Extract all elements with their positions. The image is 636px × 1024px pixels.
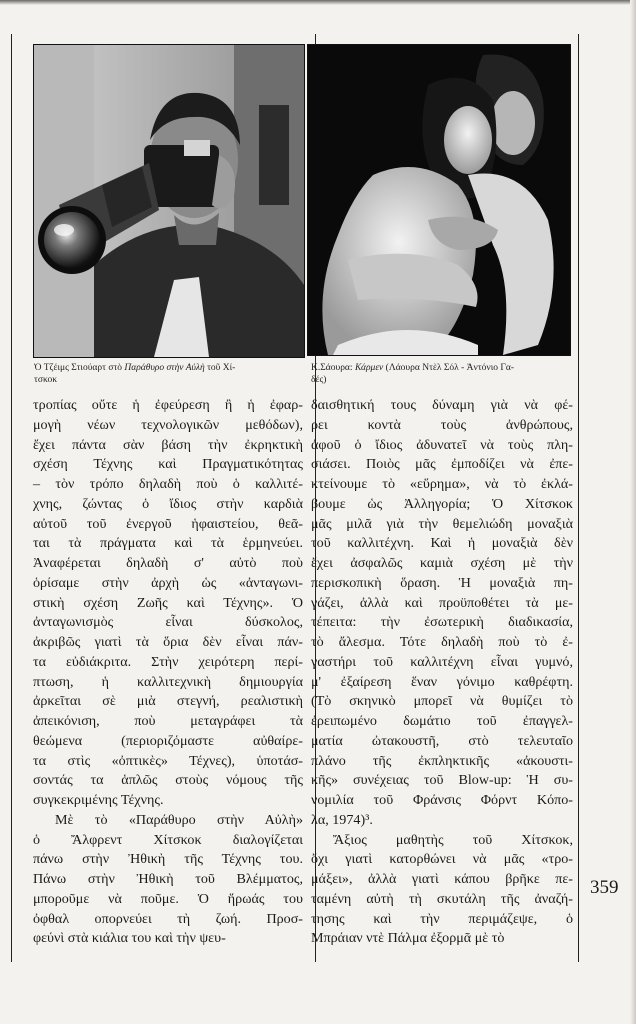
text-line: ἀπεικόνιση, ποὺ μεταγράφει τὰ (33, 713, 303, 729)
text-line: ὀφθαλ οπορνεύει τὴ ζωή. Προσ- (33, 910, 303, 927)
text-line: φεύνὶ στὰ κιάλια του καὶ τὴν ψευ- (33, 930, 226, 947)
text-line: ὁρίσαμε στὴν ἀρχὴ ὡς «ἀνταγωνι- (33, 574, 303, 591)
text-line: τα στὶς «ὀπτικὲς» Τέχνες), ὑποτάσ- (33, 752, 303, 769)
text-line: ταμένη αὐτὴ τὴ σκυτάλη τῆς ἀναζή- (311, 890, 573, 907)
text-line: βουμε ὡς Ἀλληγορία; Ὁ Χίτσκοκ (311, 495, 573, 512)
text-line: κτείνουμε τὸ «εὕρημα», νὰ τὸ ἐκλά- (311, 476, 573, 492)
text-line: πλάνο τῆς ἐκπληκτικῆς «ἀκουστι- (311, 752, 573, 769)
text-line: τησης καὶ τὴν περιμάζεψε, ὁ (311, 910, 573, 927)
text-line: μάξει», ἀλλὰ γιατὶ κάπου βρῆκε πε- (311, 871, 573, 887)
caption-text: τοῦ Χί- (204, 363, 236, 373)
right-photo-caption (311, 362, 573, 386)
embracing-couple-photo (307, 44, 571, 356)
text-line: ἀφοῦ ὁ ἴδιος ἀδυνατεῖ νὰ τοὺς πλη- (311, 436, 573, 453)
text-line: ἀκριβῶς γιατὶ τὰ ὅρια δὲν εἶναι πάν- (33, 634, 303, 650)
text-line: ματία ὠτακουστῆ, στὸ τελευταῖο (311, 732, 573, 749)
right-column-rule (578, 34, 579, 962)
text-line: τὸ ἄλεσμα. Τότε δηλαδὴ ποὺ τὸ ἐ- (311, 634, 573, 650)
text-line: περισκοπικὴ ὅραση. Ἡ μοναξιὰ πη- (311, 574, 573, 591)
text-line: ὄχι γιατὶ κατορθώνει νὰ μᾶς «τρο- (311, 851, 573, 868)
text-line: τροπίας οὔτε ἡ ἐφεύρεση ἢ ἡ ἐφαρ- (33, 397, 303, 413)
text-line: αὐτοῦ τοῦ ἐνεργοῦ ἡφαιστείου, θεᾶ- (33, 515, 303, 532)
caption-text: (Λάουρα Ντὲλ Σόλ - Ἀντόνιο Γα- (383, 363, 515, 373)
right-text-column (311, 396, 573, 949)
text-line: Μὲ τὸ «Παράθυρο στὴν Αὐλὴ» (55, 811, 303, 828)
text-line: Ἀναφέρεται δηλαδὴ σ' αὐτὸ ποὺ (33, 555, 303, 571)
text-line: συγκεκριμένης Τέχνης. (33, 792, 164, 808)
text-line: ρει κοντὰ τοὺς ἀνθρώπους, (311, 416, 573, 433)
text-line: ται τὰ πράγματα καὶ τὰ ἑρμηνεύει. (33, 535, 303, 552)
text-line: (Τὸ σκηνικὸ μπορεῖ νὰ θυμίζει τὸ (311, 693, 573, 710)
text-line: σοντάς τα ἁπλῶς στοὺς νόμους τῆς (33, 772, 303, 789)
text-line: τοῦ καλλιτέχνη. Καὶ ἡ μοναξιὰ δὲν (311, 535, 573, 552)
text-line: Μπράιαν ντὲ Πάλμα ἐξορμᾶ μὲ τὸ (311, 930, 505, 947)
text-line: χνης, ζώντας ὁ ἴδιος στὴν καρδιὰ (33, 495, 303, 512)
text-line: σιάσει. Ποιὸς μᾶς ἐμποδίζει νὰ ἐπε- (311, 456, 573, 473)
scan-right-edge (630, 0, 636, 1024)
text-line: μογὴ νέων τεχνολογικῶν μεθόδων), (33, 416, 303, 433)
text-line: ἔχει πάντα σὰν βάση τὴν ἐκρηκτικὴ (33, 436, 303, 453)
text-line: ἔχει ἀσφαλῶς καμιὰ σχέση μὲ τὴν (311, 555, 573, 571)
left-text-column (33, 396, 303, 949)
text-line: μ' ἐξαίρεση ἕναν γόνιμο καθρέφτη. (311, 673, 573, 690)
caption-text: Ὁ Τζέιμς Στιούαρτ στὸ (34, 363, 125, 373)
text-line: ἀρκεῖται σὲ μιὰ στεγνή, ρεαλιστικὴ (33, 693, 303, 710)
text-line: – τὸν τρόπο δηλαδὴ ποὺ ὁ καλλιτέ- (33, 476, 303, 492)
caption-text: τσκοκ (34, 375, 58, 385)
text-line: λα, 1974)³. (311, 811, 373, 828)
caption-text: Κ.Σάουρα: (311, 363, 355, 373)
text-line: στικὴ σχέση Ζωῆς καὶ Τέχνης». Ὁ (33, 594, 303, 611)
caption-text: δές) (311, 375, 327, 385)
text-line: πτωση, ἡ καλλιτεχνικὴ δημιουργία (33, 673, 303, 690)
text-line: τα εὐδιάκριτα. Στὴν χειρότερη περί- (33, 653, 303, 670)
caption-film-title: Παράθυρο στὴν Αὐλὴ (124, 363, 205, 373)
text-line: σχέση Τέχνης καὶ Πραγματικότητας (33, 456, 303, 473)
scan-top-edge (0, 0, 636, 5)
text-line: γαστήρι τοῦ καλλιτέχνη εἶναι γυμνό, (311, 653, 573, 670)
photographer-photo (33, 44, 305, 358)
text-line: δαισθητική τους δύναμη γιὰ νὰ φέ- (311, 397, 573, 413)
left-photo-caption (34, 362, 304, 386)
text-line: κῆς» συνέχειας τοῦ Blow-up: Ἡ συ- (311, 772, 573, 789)
text-line: νομιλία τοῦ Φράνσις Φόρντ Κόπο- (311, 792, 573, 808)
text-line: μᾶς μιλᾶ γιὰ τὴν θεμελιώδη μοναξιὰ (311, 515, 573, 532)
text-line: πάνω στὴν Ἠθικὴ τῆς Τέχνης του. (33, 851, 303, 868)
text-line: Πάνω στὴν Ἠθικὴ τοῦ Βλέμματος, (33, 871, 303, 887)
text-line: ἀνταγωνισμὸς εἶναι δύσκολος, (33, 614, 303, 631)
left-column-rule (11, 34, 12, 962)
text-line: γάζει, ἀλλὰ καὶ προϋποθέτει τὰ με- (311, 594, 573, 611)
text-line: θεώμενα (περιοριζόμαστε αὐθαίρε- (33, 732, 303, 749)
text-line: ἐρειπωμένο δωμάτιο τοῦ ἐπαγγελ- (311, 713, 573, 729)
text-line: ὁ Ἄλφρεντ Χίτσκοκ διαλογίζεται (33, 831, 303, 848)
text-line: Ἄξιος μαθητὴς τοῦ Χίτσκοκ, (333, 831, 573, 848)
text-line: τέπειτα: τὴν ἐσωτερικὴ διαδικασία, (311, 614, 573, 631)
page-number: 359 (590, 877, 619, 898)
caption-film-title: Κάρμεν (354, 363, 384, 373)
text-line: μποροῦμε νὰ ποῦμε. Ὁ ἥρωάς του (33, 890, 303, 907)
